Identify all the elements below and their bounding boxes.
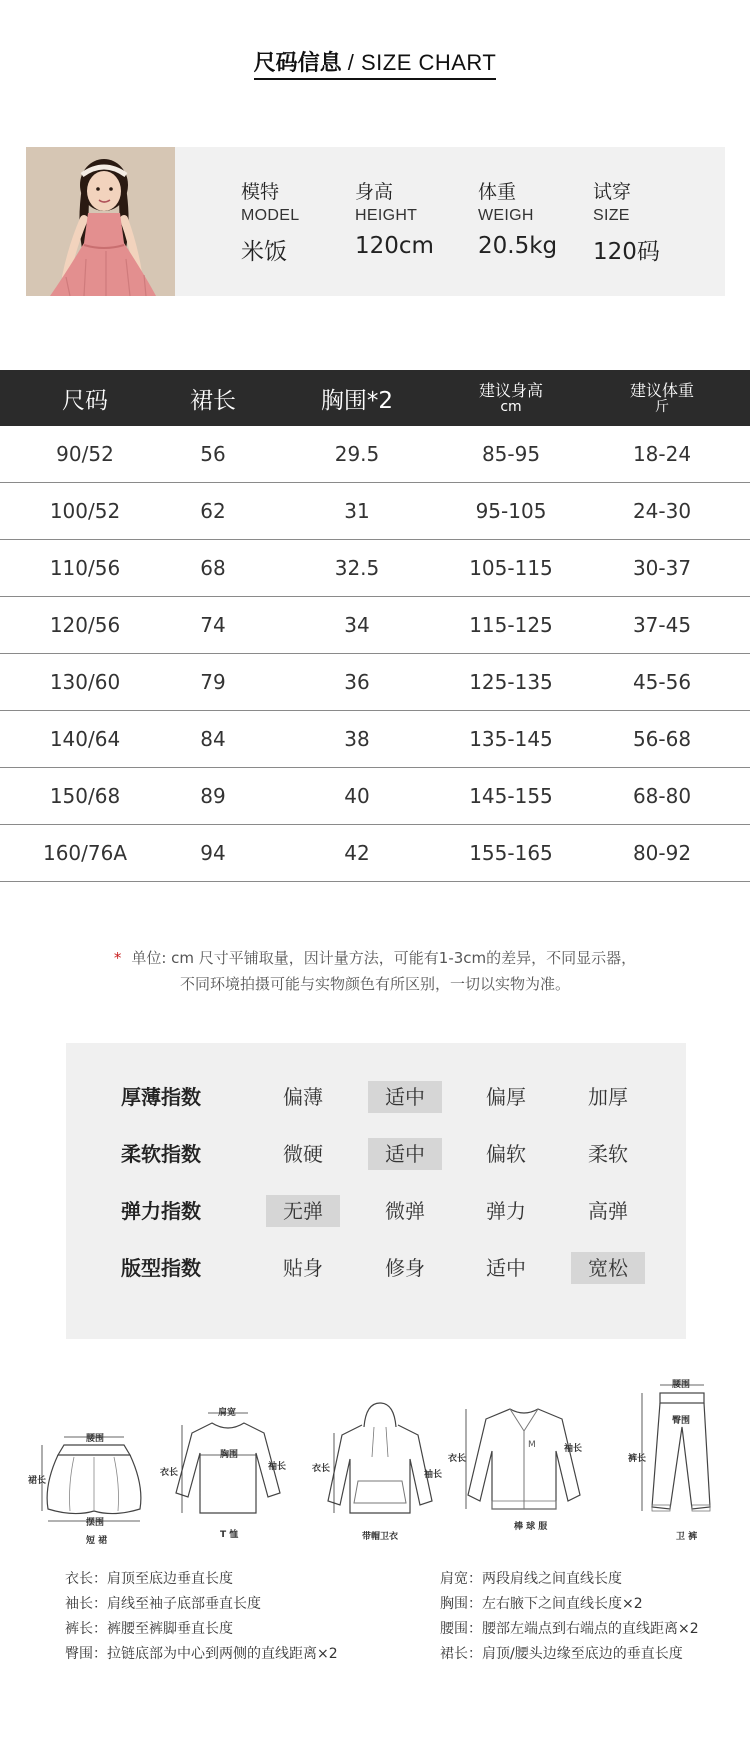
cell-weight: 37-45 xyxy=(632,613,692,637)
pants-icon xyxy=(634,1379,724,1529)
cell-chest: 40 xyxy=(344,784,370,808)
hoodie-icon xyxy=(318,1397,443,1522)
hoodie-caption: 带帽卫衣 xyxy=(362,1532,399,1542)
measurement-note: 腰围：腰部左端点到右端点的直线距离×2 xyxy=(440,1621,699,1637)
cell-height: 85-95 xyxy=(481,442,541,466)
measurement-note xyxy=(0,945,750,997)
note-star: * xyxy=(113,949,122,967)
baseball-diagram xyxy=(448,1395,587,1532)
hoodie-sleeve-label: 袖长 xyxy=(424,1470,443,1480)
cell-height: 125-135 xyxy=(469,670,553,694)
header-length: 裙长 xyxy=(190,387,236,414)
index-option: 弹力 xyxy=(486,1199,526,1223)
cell-height: 95-105 xyxy=(475,499,547,523)
index-option: 高弹 xyxy=(588,1199,628,1223)
index-row xyxy=(66,1193,686,1229)
index-option: 修身 xyxy=(385,1256,425,1280)
index-option: 偏厚 xyxy=(486,1085,526,1109)
model-label-cn: 模特 xyxy=(241,181,280,203)
cell-length: 84 xyxy=(200,727,226,751)
measurement-note: 胸围：左右腋下之间直线长度×2 xyxy=(440,1596,643,1612)
pants-waist-label: 腰围 xyxy=(672,1380,691,1390)
index-option: 贴身 xyxy=(283,1256,323,1280)
model-photo xyxy=(26,147,175,296)
measurement-note: 裤长：裤腰至裤脚垂直长度 xyxy=(65,1621,233,1637)
tshirt-sleeve-label: 袖长 xyxy=(268,1462,287,1472)
cell-size: 100/52 xyxy=(49,499,121,523)
cell-weight: 80-92 xyxy=(632,841,692,865)
measurement-note: 袖长：肩线至袖子底部垂直长度 xyxy=(65,1596,261,1612)
skirt-hem-label: 摆围 xyxy=(86,1518,105,1528)
model-value: 米饭 xyxy=(241,239,287,265)
fabric-index xyxy=(66,1043,686,1339)
cell-weight: 18-24 xyxy=(632,442,692,466)
cell-size: 130/60 xyxy=(49,670,121,694)
cell-weight: 30-37 xyxy=(632,556,692,580)
title-en: / SIZE CHART xyxy=(347,50,497,75)
cell-size: 150/68 xyxy=(49,784,121,808)
cell-chest: 38 xyxy=(344,727,370,751)
index-option-selected: 适中 xyxy=(368,1081,442,1113)
index-option-selected: 无弹 xyxy=(266,1195,340,1227)
model-illustration xyxy=(26,147,175,296)
cell-weight: 24-30 xyxy=(632,499,692,523)
model-info xyxy=(175,147,725,296)
weight-value: 20.5kg xyxy=(478,233,558,259)
measurement-note: 裙长：肩顶/腰头边缘至底边的垂直长度 xyxy=(440,1646,683,1662)
cell-chest: 34 xyxy=(344,613,370,637)
cell-length: 62 xyxy=(200,499,226,523)
cell-height: 115-125 xyxy=(469,613,553,637)
index-option: 加厚 xyxy=(588,1085,628,1109)
table-row xyxy=(0,825,750,882)
cell-height: 155-165 xyxy=(469,841,553,865)
index-row xyxy=(66,1079,686,1115)
garment-diagrams xyxy=(0,1380,750,1550)
pants-length-label: 裤长 xyxy=(628,1454,647,1464)
table-row xyxy=(0,711,750,768)
cell-size: 110/56 xyxy=(49,556,121,580)
hoodie-length-label: 衣长 xyxy=(312,1464,331,1474)
size-table-body xyxy=(0,426,750,882)
model-field-height xyxy=(355,177,434,259)
index-label: 厚薄指数 xyxy=(121,1085,201,1109)
table-row xyxy=(0,483,750,540)
cell-length: 56 xyxy=(200,442,226,466)
title-cn: 尺码信息 xyxy=(253,51,342,76)
size-label-en: SIZE xyxy=(593,207,630,224)
header-chest: 胸围*2 xyxy=(320,387,394,414)
index-option: 微硬 xyxy=(283,1142,323,1166)
weight-label-cn: 体重 xyxy=(478,181,517,203)
size-value: 120码 xyxy=(593,239,660,265)
table-row xyxy=(0,540,750,597)
model-card xyxy=(26,147,725,296)
svg-text:M: M xyxy=(528,1440,536,1450)
index-label: 弹力指数 xyxy=(121,1199,201,1223)
cell-height: 135-145 xyxy=(469,727,553,751)
cell-length: 89 xyxy=(200,784,226,808)
index-label: 柔软指数 xyxy=(121,1142,201,1166)
jacket-sleeve-label: 袖长 xyxy=(564,1444,583,1454)
hoodie-diagram xyxy=(312,1397,443,1542)
table-row xyxy=(0,654,750,711)
skirt-diagram xyxy=(28,1425,154,1546)
skirt-length-label: 裙长 xyxy=(28,1476,47,1486)
jacket-length-label: 衣长 xyxy=(448,1454,467,1464)
skirt-waist-label: 腰围 xyxy=(86,1434,105,1444)
cell-size: 140/64 xyxy=(49,727,121,751)
model-field-model xyxy=(241,177,299,266)
tshirt-chest-label: 胸围 xyxy=(220,1450,239,1460)
cell-size: 160/76A xyxy=(42,841,128,865)
cell-chest: 29.5 xyxy=(334,442,380,466)
cell-height: 105-115 xyxy=(469,556,553,580)
table-row xyxy=(0,597,750,654)
cell-chest: 32.5 xyxy=(334,556,380,580)
measurement-note: 肩宽：两段肩线之间直线长度 xyxy=(440,1571,622,1587)
skirt-caption: 短 裙 xyxy=(86,1536,108,1546)
note-line1: 单位: cm 尺寸平铺取量，因计量方法，可能有1-3cm的差异，不同显示器， xyxy=(131,949,637,967)
cell-size: 120/56 xyxy=(49,613,121,637)
measurement-note: 衣长：肩顶至底边垂直长度 xyxy=(65,1571,233,1587)
jacket-caption: 棒 球 服 xyxy=(514,1522,548,1532)
header-size: 尺码 xyxy=(62,387,108,414)
index-row xyxy=(66,1250,686,1286)
measurement-notes-right xyxy=(440,1567,699,1667)
cell-weight: 68-80 xyxy=(632,784,692,808)
cell-length: 94 xyxy=(200,841,226,865)
model-field-weight xyxy=(478,177,557,259)
index-option: 偏软 xyxy=(486,1142,526,1166)
note-line2: 不同环境拍摄可能与实物颜色有所区别，一切以实物为准。 xyxy=(179,975,570,993)
size-table-header xyxy=(0,370,750,426)
cell-length: 68 xyxy=(200,556,226,580)
pants-caption: 卫 裤 xyxy=(676,1532,698,1542)
cell-size: 90/52 xyxy=(56,442,114,466)
pants-diagram xyxy=(628,1379,724,1542)
cell-length: 74 xyxy=(200,613,226,637)
pants-hip-label: 臀围 xyxy=(672,1416,691,1426)
tshirt-diagram xyxy=(160,1403,288,1540)
weight-label-en: WEIGH xyxy=(478,207,534,224)
model-field-size xyxy=(593,177,660,266)
measurement-notes-left xyxy=(65,1567,338,1667)
cell-chest: 42 xyxy=(344,841,370,865)
cell-chest: 36 xyxy=(344,670,370,694)
jacket-icon xyxy=(462,1395,587,1520)
height-label-en: HEIGHT xyxy=(355,207,418,224)
index-option: 微弹 xyxy=(385,1199,425,1223)
model-label-en: MODEL xyxy=(241,207,300,224)
size-table xyxy=(0,370,750,882)
tshirt-caption: T 恤 xyxy=(220,1530,239,1540)
cell-height: 145-155 xyxy=(469,784,553,808)
tshirt-length-label: 衣长 xyxy=(160,1468,179,1478)
cell-weight: 45-56 xyxy=(632,670,692,694)
index-option: 适中 xyxy=(486,1256,526,1280)
table-row xyxy=(0,768,750,825)
index-option: 柔软 xyxy=(588,1142,628,1166)
table-row xyxy=(0,426,750,483)
height-label-cn: 身高 xyxy=(355,181,394,203)
header-height: 建议身高 cm xyxy=(478,381,543,415)
height-value: 120cm xyxy=(355,233,434,259)
header-weight: 建议体重 斤 xyxy=(629,381,694,415)
cell-chest: 31 xyxy=(344,499,370,523)
index-label: 版型指数 xyxy=(121,1256,201,1280)
index-row xyxy=(66,1136,686,1172)
index-option: 偏薄 xyxy=(283,1085,323,1109)
index-option-selected: 适中 xyxy=(368,1138,442,1170)
index-option-selected: 宽松 xyxy=(571,1252,645,1284)
tshirt-shoulder-label: 肩宽 xyxy=(218,1408,237,1418)
size-label-cn: 试穿 xyxy=(593,181,632,203)
cell-weight: 56-68 xyxy=(632,727,692,751)
page-title xyxy=(0,46,750,77)
measurement-note: 臀围：拉链底部为中心到两侧的直线距离×2 xyxy=(65,1646,338,1662)
cell-length: 79 xyxy=(200,670,226,694)
